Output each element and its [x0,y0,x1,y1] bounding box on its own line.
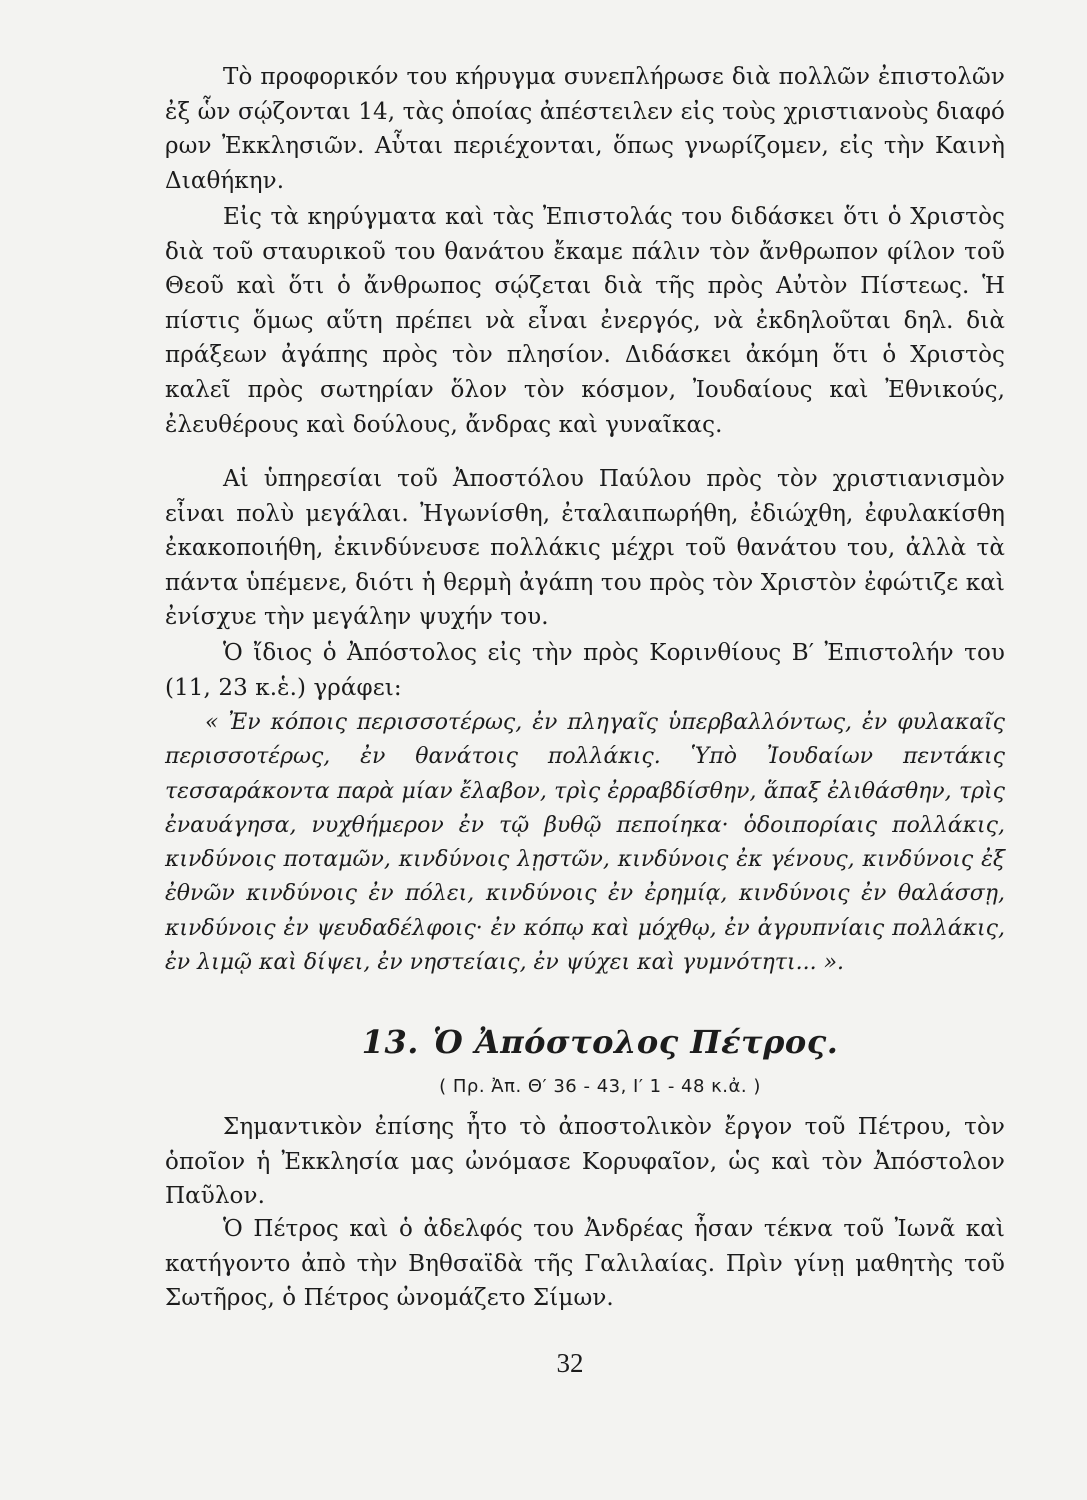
paragraph-peter-origin: Ὁ Πέτρος καὶ ὁ ἀδελφός του Ἀνδρέας ἦσαν τέκνα τοῦ Ἰωνᾶ καὶ κατήγοντο ἀπὸ τὴν Βηθσαϊδὰ τῆς Γαλιλαίας. Πρὶν γίνῃ μαθητὴς τοῦ Σωτῆρος, ὁ Πέτρος ὠνομάζετο Σίμων. [165,1216,1005,1312]
section-title: Ὁ Ἀπόστολος Πέτρος. [432,1023,839,1061]
paragraph-teachings: Εἰς τὰ κηρύγματα καὶ τὰς Ἐπιστολάς του διδάσκει ὅτι ὁ Χριστὸς διὰ τοῦ σταυρικοῦ του θανάτου ἔκαμε πάλιν τὸν ἄνθρωπον φίλον τοῦ Θεοῦ καὶ ὅτι ὁ ἄνθρωπος σῴζεται διὰ τῆς πρὸς Αὐτὸν Πίστεως. Ἡ πίστις ὅμως αὕτη πρέπει νὰ εἶναι ἐνεργός, νὰ ἐκδηλοῦται δηλ. διὰ πράξεων ἀγάπης πρὸς τὸν πλησίον. Διδάσκει ἀκόμη ὅτι ὁ Χριστὸς καλεῖ πρὸς σωτηρίαν ὅλον τὸν κόσμον, Ἰουδαίους καὶ Ἐθνικούς, ἐλευθέρους καὶ δούλους, ἄνδρας καὶ γυναῖκας. [165,204,1005,438]
paragraph-services: Αἱ ὑπηρεσίαι τοῦ Ἀποστόλου Παύλου πρὸς τὸν χριστιανισμὸν εἶναι πολὺ μεγάλαι. Ἠγωνίσθη, ἐταλαιπωρήθη, ἐδιώχθη, ἐφυλακίσθη ἐκακοποιήθη, ἐκινδύνευσε πολλάκις μέχρι τοῦ θανάτου του, ἀλλὰ τὰ πάντα ὑπέμενε, διότι ἡ θερμὴ ἀγάπη του πρὸς τὸν Χριστὸν ἐφώτιζε καὶ ἐνίσχυε τὴν μεγάλην ψυχήν του. [165,466,1005,631]
paragraph-epistles: Τὸ προφορικόν του κήρυγμα συνεπλήρωσε διὰ πολλῶν ἐπιστολῶν ἐξ ὧν σῴζονται 14, τὰς ὁποίας ἀπέστειλεν εἰς τοὺς χριστιανοὺς διαφό ρων Ἐκκλησιῶν. Αὗται περιέχονται, ὅπως γνωρίζομεν, εἰς τὴν Καινὴ Διαθήκην. [165,64,1005,194]
page-number: 32 [556,1348,584,1378]
section-heading [300,1022,900,1062]
scripture-reference: ( Πρ. Ἀπ. Θ′ 36 - 43, Ι′ 1 - 48 κ.ἀ. ) [439,1076,761,1097]
section-number: 13. [361,1023,419,1061]
scripture-quote: « Ἐν κόποις περισσοτέρως, ἐν πληγαῖς ὑπερβαλλόντως, ἐν φυλακαῖς περισσοτέρως, ἐν θανάτοις πολλάκις. Ὑπὸ Ἰουδαίων πεντάκις τεσσαράκοντα παρὰ μίαν ἔλαβον, τρὶς ἐρραβδίσθην, ἅπαξ ἐλιθάσθην, τρὶς ἐναυάγησα, νυχθήμερον ἐν τῷ βυθῷ πεποίηκα· ὁδοιπορίαις πολλάκις, κινδύνοις ποταμῶν, κινδύνοις λῃστῶν, κινδύνοις ἐκ γένους, κινδύνοις ἐξ ἐθνῶν κινδύνοις ἐν πόλει, κινδύνοις ἐν ἐρημίᾳ, κινδύνοις ἐν θαλάσσῃ, κινδύνοις ἐν ψευδαδέλφοις· ἐν κόπῳ καὶ μόχθῳ, ἐν ἀγρυπνίαις πολλάκις, ἐν λιμῷ καὶ δίψει, ἐν νηστείαις, ἐν ψύχει καὶ γυμνότητι... ». [165,710,1005,976]
paragraph-quote-intro: Ὁ ἴδιος ὁ Ἀπόστολος εἰς τὴν πρὸς Κορινθίους Β′ Ἐπιστολήν του (11, 23 κ.ἑ.) γράφει: [165,640,1005,701]
paragraph-peter-work: Σημαντικὸν ἐπίσης ἦτο τὸ ἀποστολικὸν ἔργον τοῦ Πέτρου, τὸν ὁποῖον ἡ Ἐκκλησία μας ὠνόμασε Κορυφαῖον, ὡς καὶ τὸν Ἀπόστολον Παῦλον. [165,1114,1005,1210]
